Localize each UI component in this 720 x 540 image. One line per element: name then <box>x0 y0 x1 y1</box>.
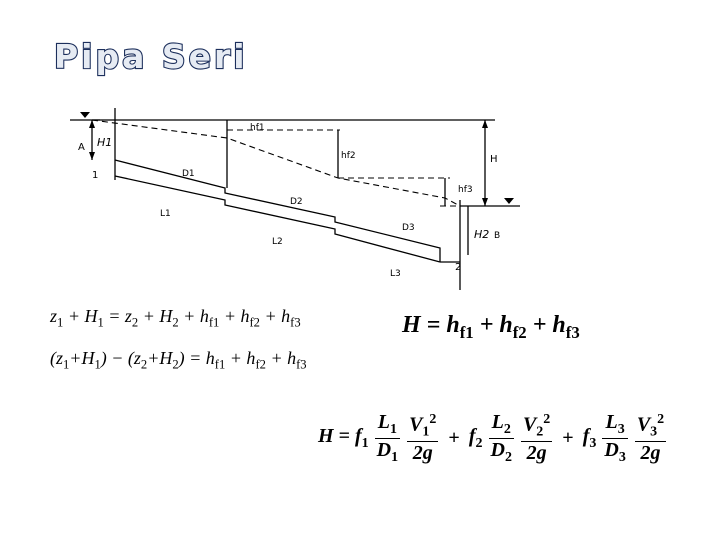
arrow-head-icon <box>89 152 95 160</box>
arrow-head-icon <box>89 120 95 128</box>
label-b: B <box>494 231 501 241</box>
label-one: 1 <box>92 170 99 181</box>
reservoir-a-triangle-icon <box>80 112 90 118</box>
label-l2: L2 <box>272 237 283 247</box>
total-head-loss-equation: $H = h_{f1} + h_{f2} + h_{f3}$ <box>402 312 580 342</box>
label-l1: L1 <box>160 209 171 219</box>
label-a: A <box>78 142 85 153</box>
hydraulic-grade-line <box>92 120 460 206</box>
label-h2: H2 <box>474 228 490 241</box>
label-hf3: hf3 <box>458 185 473 195</box>
label-d1: D1 <box>182 169 195 179</box>
label-d3: D3 <box>402 223 415 233</box>
label-h1: H1 <box>97 136 113 149</box>
label-hf1: hf1 <box>250 123 265 133</box>
label-two: 2 <box>455 262 462 273</box>
label-l3: L3 <box>390 269 401 279</box>
label-d2: D2 <box>290 197 303 207</box>
pipe-bottom-edge <box>115 176 440 262</box>
label-hf2: hf2 <box>341 151 356 161</box>
title-text: Pipa Seri <box>54 37 248 76</box>
arrow-head-icon <box>482 120 488 128</box>
head-difference-equation: $(z_1+H_1) - (z_2+H_2) = h_{f1} + h_{f2} + h_{f3}$ <box>50 348 307 372</box>
reservoir-b-triangle-icon <box>504 198 514 204</box>
arrow-head-icon <box>482 198 488 206</box>
darcy-weisbach-series-equation: $H = f_1$ $\frac{L_1}{D_1}$ $\frac{V_1^2}{2g}$ + $f_2$ $\frac{L_2}{D_2}$ $\frac{V_2^2}{2g}$ + $f_3$ $\frac{L_3}{D_3}$ $\frac{V_3^2}{2g}$ <box>318 411 665 465</box>
label-h: H <box>490 154 498 165</box>
energy-equation: $z_1 + H_1 = z_2 + H_2 + h_{f1} + h_{f2} + h_{f3}$ <box>50 306 301 330</box>
